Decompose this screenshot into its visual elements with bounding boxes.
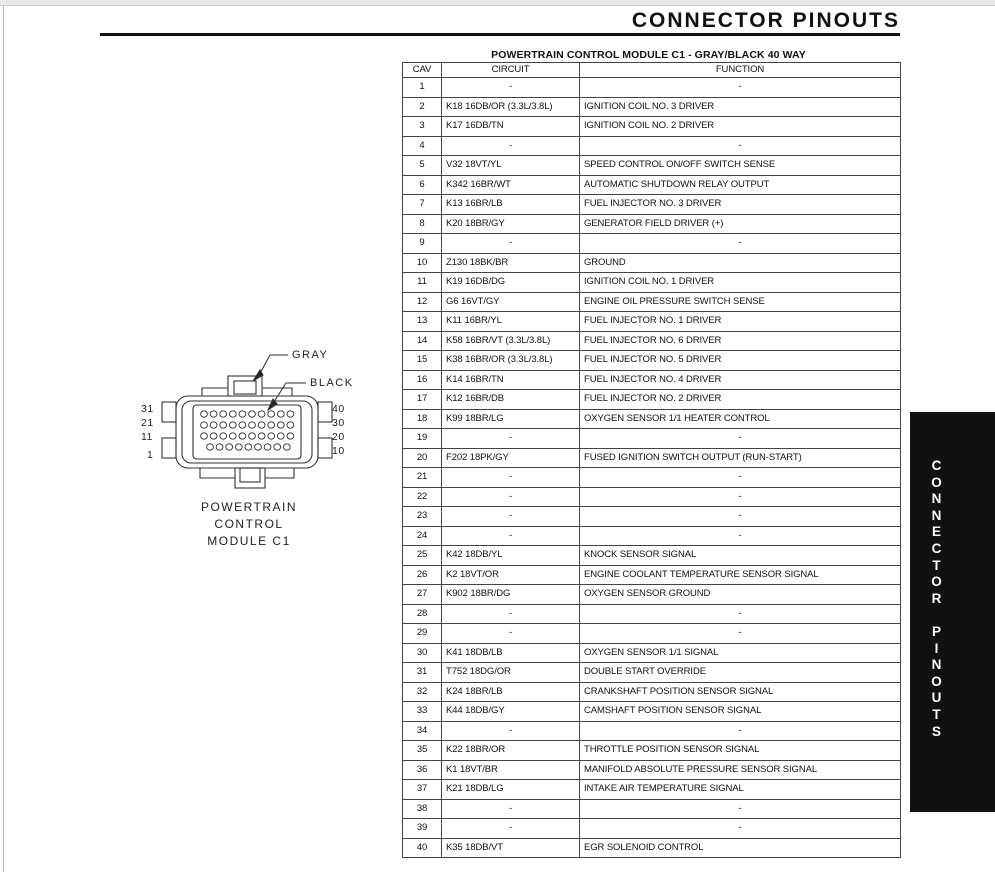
connector-pin-hole	[201, 411, 208, 417]
table-row	[403, 370, 901, 390]
circuit-cell: K17 16DB/TN	[442, 117, 580, 137]
function-cell: KNOCK SENSOR SIGNAL	[580, 546, 901, 566]
label-black: BLACK	[310, 377, 354, 389]
column-header-circuit: CIRCUIT	[442, 63, 580, 78]
circuit-cell: K20 18BR/GY	[442, 214, 580, 234]
column-header-cav: CAV	[403, 63, 442, 78]
function-cell: SPEED CONTROL ON/OFF SWITCH SENSE	[580, 156, 901, 176]
cav-cell: 3	[403, 117, 442, 137]
connector-pin-hole	[229, 433, 236, 439]
function-cell: -	[580, 429, 901, 449]
table-row	[403, 195, 901, 215]
function-cell: AUTOMATIC SHUTDOWN RELAY OUTPUT	[580, 175, 901, 195]
circuit-cell: K12 16BR/DB	[442, 390, 580, 410]
cav-cell: 9	[403, 234, 442, 254]
circuit-cell: K14 16BR/TN	[442, 370, 580, 390]
function-cell: INTAKE AIR TEMPERATURE SIGNAL	[580, 780, 901, 800]
table-row	[403, 273, 901, 293]
function-cell: OXYGEN SENSOR 1/1 SIGNAL	[580, 643, 901, 663]
table-row	[403, 585, 901, 605]
cav-cell: 5	[403, 156, 442, 176]
circuit-cell: K24 18BR/LB	[442, 682, 580, 702]
connector-pin-hole	[287, 411, 294, 417]
connector-pin-hole	[283, 444, 290, 450]
table-row	[403, 604, 901, 624]
circuit-cell: K2 18VT/OR	[442, 565, 580, 585]
table-row	[403, 136, 901, 156]
cav-cell: 10	[403, 253, 442, 273]
function-cell: IGNITION COIL NO. 2 DRIVER	[580, 117, 901, 137]
function-cell: FUEL INJECTOR NO. 2 DRIVER	[580, 390, 901, 410]
function-cell: ENGINE OIL PRESSURE SWITCH SENSE	[580, 292, 901, 312]
connector-pin-hole	[249, 411, 256, 417]
table-row	[403, 331, 901, 351]
function-cell: IGNITION COIL NO. 3 DRIVER	[580, 97, 901, 117]
circuit-cell: K99 18BR/LG	[442, 409, 580, 429]
connector-pin-hole	[226, 444, 233, 450]
circuit-cell: K1 18VT/BR	[442, 760, 580, 780]
function-cell: FUEL INJECTOR NO. 5 DRIVER	[580, 351, 901, 371]
circuit-cell: -	[442, 78, 580, 98]
cav-cell: 7	[403, 195, 442, 215]
column-header-function: FUNCTION	[580, 63, 901, 78]
pinout-table-body	[403, 78, 901, 858]
cav-cell: 6	[403, 175, 442, 195]
function-cell: -	[580, 799, 901, 819]
table-row	[403, 780, 901, 800]
table-row	[403, 429, 901, 449]
function-cell: CAMSHAFT POSITION SENSOR SIGNAL	[580, 702, 901, 722]
connector-pin-hole	[235, 444, 242, 450]
table-row	[403, 351, 901, 371]
circuit-cell: -	[442, 234, 580, 254]
table-row	[403, 253, 901, 273]
function-cell: -	[580, 819, 901, 839]
circuit-cell: K58 16BR/VT (3.3L/3.8L)	[442, 331, 580, 351]
cav-cell: 37	[403, 780, 442, 800]
table-row	[403, 448, 901, 468]
function-cell: -	[580, 507, 901, 527]
circuit-cell: K18 16DB/OR (3.3L/3.8L)	[442, 97, 580, 117]
cav-cell: 8	[403, 214, 442, 234]
circuit-cell: -	[442, 487, 580, 507]
cav-cell: 35	[403, 741, 442, 761]
table-row	[403, 663, 901, 683]
table-row	[403, 702, 901, 722]
connector-pin-hole	[239, 433, 246, 439]
function-cell: -	[580, 604, 901, 624]
table-row	[403, 507, 901, 527]
pin-number-left: 31	[141, 403, 154, 415]
connector-pin-hole	[268, 411, 275, 417]
connector-pin-hole	[287, 422, 294, 428]
table-row	[403, 624, 901, 644]
cav-cell: 19	[403, 429, 442, 449]
connector-pin-hole	[201, 433, 208, 439]
cav-cell: 13	[403, 312, 442, 332]
cav-cell: 32	[403, 682, 442, 702]
connector-pin-hole	[277, 411, 284, 417]
circuit-cell: -	[442, 526, 580, 546]
circuit-cell: K22 18BR/OR	[442, 741, 580, 761]
circuit-cell: K35 18DB/VT	[442, 838, 580, 858]
circuit-cell: -	[442, 819, 580, 839]
connector-pin-hole	[220, 422, 227, 428]
table-row	[403, 117, 901, 137]
circuit-cell: K13 16BR/LB	[442, 195, 580, 215]
cav-cell: 33	[403, 702, 442, 722]
function-cell: EGR SOLENOID CONTROL	[580, 838, 901, 858]
table-row	[403, 175, 901, 195]
caption-line: POWERTRAIN	[200, 500, 298, 514]
circuit-cell: K41 18DB/LB	[442, 643, 580, 663]
connector-pin-hole	[264, 444, 271, 450]
top-strip	[0, 0, 995, 6]
table-row	[403, 721, 901, 741]
table-title: POWERTRAIN CONTROL MODULE C1 - GRAY/BLACK 40 WAY	[491, 49, 806, 61]
connector-pin-hole	[210, 411, 217, 417]
function-cell: CRANKSHAFT POSITION SENSOR SIGNAL	[580, 682, 901, 702]
cav-cell: 2	[403, 97, 442, 117]
left-margin-rule	[3, 6, 4, 872]
table-row	[403, 760, 901, 780]
cav-cell: 34	[403, 721, 442, 741]
connector-pin-hole	[210, 422, 217, 428]
table-row	[403, 546, 901, 566]
circuit-cell: F202 18PK/GY	[442, 448, 580, 468]
function-cell: -	[580, 78, 901, 98]
function-cell: FUEL INJECTOR NO. 6 DRIVER	[580, 331, 901, 351]
function-cell: IGNITION COIL NO. 1 DRIVER	[580, 273, 901, 293]
function-cell: -	[580, 468, 901, 488]
table-row	[403, 799, 901, 819]
cav-cell: 38	[403, 799, 442, 819]
circuit-cell: -	[442, 507, 580, 527]
table-row	[403, 292, 901, 312]
function-cell: THROTTLE POSITION SENSOR SIGNAL	[580, 741, 901, 761]
caption-line: MODULE C1	[207, 534, 291, 548]
pin-number-right: 10	[332, 445, 345, 457]
table-row	[403, 487, 901, 507]
connector-pin-hole	[201, 422, 208, 428]
cav-cell: 24	[403, 526, 442, 546]
cav-cell: 40	[403, 838, 442, 858]
table-header-row	[403, 63, 901, 78]
section-side-tab	[910, 412, 995, 812]
circuit-cell: -	[442, 468, 580, 488]
cav-cell: 15	[403, 351, 442, 371]
circuit-cell: K11 16BR/YL	[442, 312, 580, 332]
function-cell: FUSED IGNITION SWITCH OUTPUT (RUN-START)	[580, 448, 901, 468]
cav-cell: 39	[403, 819, 442, 839]
function-cell: -	[580, 721, 901, 741]
connector-pin-hole	[245, 444, 252, 450]
black-leader-line	[272, 383, 306, 405]
table-row	[403, 156, 901, 176]
circuit-cell: -	[442, 799, 580, 819]
connector-pin-hole	[274, 444, 281, 450]
connector-caption	[174, 499, 324, 550]
function-cell: OXYGEN SENSOR 1/1 HEATER CONTROL	[580, 409, 901, 429]
pin-number-right: 30	[332, 417, 345, 429]
table-row	[403, 819, 901, 839]
circuit-cell: K342 16BR/WT	[442, 175, 580, 195]
table-row	[403, 682, 901, 702]
connector-outline	[120, 335, 380, 495]
connector-pin-hole	[249, 422, 256, 428]
connector-pin-hole	[239, 411, 246, 417]
circuit-cell: K42 18DB/YL	[442, 546, 580, 566]
header-rule	[100, 33, 900, 36]
cav-cell: 16	[403, 370, 442, 390]
function-cell: -	[580, 136, 901, 156]
function-cell: MANIFOLD ABSOLUTE PRESSURE SENSOR SIGNAL	[580, 760, 901, 780]
side-tab-label: C O N N E C T O R P I N O U T S	[931, 458, 942, 739]
connector-diagram	[120, 335, 380, 565]
circuit-cell: K19 16DB/DG	[442, 273, 580, 293]
cav-cell: 12	[403, 292, 442, 312]
table-row	[403, 390, 901, 410]
cav-cell: 4	[403, 136, 442, 156]
circuit-cell: -	[442, 604, 580, 624]
table-row	[403, 838, 901, 858]
connector-pin-hole	[255, 444, 262, 450]
table-row	[403, 643, 901, 663]
table-row	[403, 741, 901, 761]
table-row	[403, 409, 901, 429]
pinout-table	[402, 62, 901, 858]
connector-pin-hole	[207, 444, 214, 450]
table-row	[403, 565, 901, 585]
circuit-cell: G6 16VT/GY	[442, 292, 580, 312]
circuit-cell: -	[442, 624, 580, 644]
cav-cell: 27	[403, 585, 442, 605]
connector-pin-hole	[220, 433, 227, 439]
cav-cell: 20	[403, 448, 442, 468]
connector-pin-hole	[277, 422, 284, 428]
cav-cell: 30	[403, 643, 442, 663]
cav-cell: 18	[403, 409, 442, 429]
function-cell: FUEL INJECTOR NO. 3 DRIVER	[580, 195, 901, 215]
pin-number-right: 40	[332, 403, 345, 415]
circuit-cell: K902 18BR/DG	[442, 585, 580, 605]
function-cell: -	[580, 526, 901, 546]
table-row	[403, 78, 901, 98]
cav-cell: 23	[403, 507, 442, 527]
function-cell: -	[580, 624, 901, 644]
function-cell: FUEL INJECTOR NO. 1 DRIVER	[580, 312, 901, 332]
caption-line: CONTROL	[214, 517, 284, 531]
cav-cell: 25	[403, 546, 442, 566]
connector-pin-hole	[229, 422, 236, 428]
circuit-cell: K44 18DB/GY	[442, 702, 580, 722]
circuit-cell: -	[442, 721, 580, 741]
page-title: CONNECTOR PINOUTS	[631, 9, 900, 32]
pin-number-left: 11	[141, 431, 153, 443]
connector-pin-hole	[216, 444, 223, 450]
circuit-cell: T752 18DG/OR	[442, 663, 580, 683]
cav-cell: 21	[403, 468, 442, 488]
connector-pin-hole	[258, 433, 265, 439]
function-cell: -	[580, 487, 901, 507]
cav-cell: 28	[403, 604, 442, 624]
table-row	[403, 234, 901, 254]
connector-pin-hole	[268, 422, 275, 428]
table-row	[403, 526, 901, 546]
cav-cell: 14	[403, 331, 442, 351]
function-cell: GROUND	[580, 253, 901, 273]
circuit-cell: -	[442, 136, 580, 156]
circuit-cell: Z130 18BK/BR	[442, 253, 580, 273]
pin-number-left: 1	[147, 449, 154, 461]
circuit-cell: K21 18DB/LG	[442, 780, 580, 800]
pin-number-right: 20	[332, 431, 345, 443]
cav-cell: 36	[403, 760, 442, 780]
cav-cell: 1	[403, 78, 442, 98]
table-row	[403, 312, 901, 332]
label-gray: GRAY	[292, 349, 329, 361]
cav-cell: 26	[403, 565, 442, 585]
connector-pin-hole	[287, 433, 294, 439]
table-row	[403, 214, 901, 234]
function-cell: ENGINE COOLANT TEMPERATURE SENSOR SIGNAL	[580, 565, 901, 585]
connector-pin-hole	[210, 433, 217, 439]
connector-pin-hole	[249, 433, 256, 439]
cav-cell: 22	[403, 487, 442, 507]
connector-pin-field	[201, 411, 294, 450]
pin-number-left: 21	[141, 417, 154, 429]
function-cell: -	[580, 234, 901, 254]
connector-pin-hole	[229, 411, 236, 417]
cav-cell: 11	[403, 273, 442, 293]
function-cell: OXYGEN SENSOR GROUND	[580, 585, 901, 605]
cav-cell: 29	[403, 624, 442, 644]
table-row	[403, 97, 901, 117]
cav-cell: 31	[403, 663, 442, 683]
connector-pin-hole	[239, 422, 246, 428]
circuit-cell: K38 16BR/OR (3.3L/3.8L)	[442, 351, 580, 371]
circuit-cell: -	[442, 429, 580, 449]
table-row	[403, 468, 901, 488]
connector-pin-hole	[268, 433, 275, 439]
connector-pin-hole	[220, 411, 227, 417]
connector-pin-hole	[277, 433, 284, 439]
circuit-cell: V32 18VT/YL	[442, 156, 580, 176]
connector-pin-hole	[258, 411, 265, 417]
function-cell: DOUBLE START OVERRIDE	[580, 663, 901, 683]
cav-cell: 17	[403, 390, 442, 410]
connector-pin-hole	[258, 422, 265, 428]
function-cell: GENERATOR FIELD DRIVER (+)	[580, 214, 901, 234]
function-cell: FUEL INJECTOR NO. 4 DRIVER	[580, 370, 901, 390]
